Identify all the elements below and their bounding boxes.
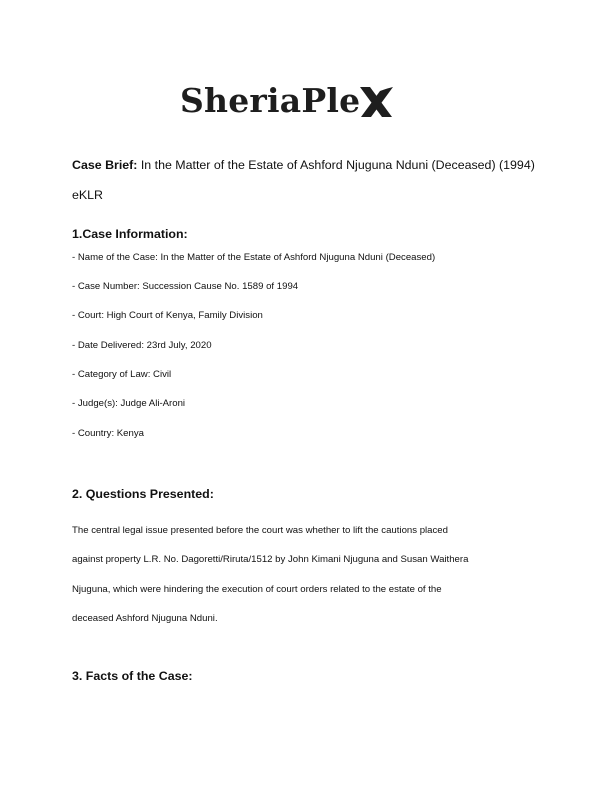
case-brief-name: In the Matter of the Estate of Ashford Njuguna Nduni (Deceased) (1994) eKLR	[72, 158, 535, 202]
paragraph-line: deceased Ashford Njuguna Nduni.	[72, 612, 218, 624]
paragraph-line: The central legal issue presented before the court was whether to lift the cautions placed	[72, 525, 448, 536]
questions-paragraph	[72, 516, 542, 633]
date-delivered-line: - Date Delivered: 23rd July, 2020	[72, 340, 212, 351]
country-line: - Country: Kenya	[72, 428, 144, 439]
court-line: - Court: High Court of Kenya, Family Division	[72, 310, 263, 321]
paragraph-line: Njuguna, which were hindering the execution of court orders related to the estate of the	[72, 583, 442, 595]
questions-presented-heading: 2. Questions Presented:	[72, 487, 214, 501]
judges-line: - Judge(s): Judge Ali-Aroni	[72, 398, 186, 409]
case-name-line: - Name of the Case: In the Matter of the Estate of Ashford Njuguna Nduni (Deceased)	[72, 252, 436, 263]
logo-text: SheriaPle	[180, 80, 361, 120]
logo	[180, 78, 394, 122]
case-brief-label: Case Brief:	[72, 158, 138, 172]
case-number-line: - Case Number: Succession Cause No. 1589 of 1994	[72, 281, 299, 292]
category-line: - Category of Law: Civil	[72, 369, 172, 380]
case-brief-title	[72, 150, 542, 210]
x-mark-icon	[358, 85, 394, 119]
paragraph-line: against property L.R. No. Dagoretti/Riruta/1512 by John Kimani Njuguna and Susan Waithera	[72, 554, 469, 566]
case-information-heading: 1.Case Information:	[72, 227, 188, 241]
facts-of-case-heading: 3. Facts of the Case:	[72, 669, 193, 683]
